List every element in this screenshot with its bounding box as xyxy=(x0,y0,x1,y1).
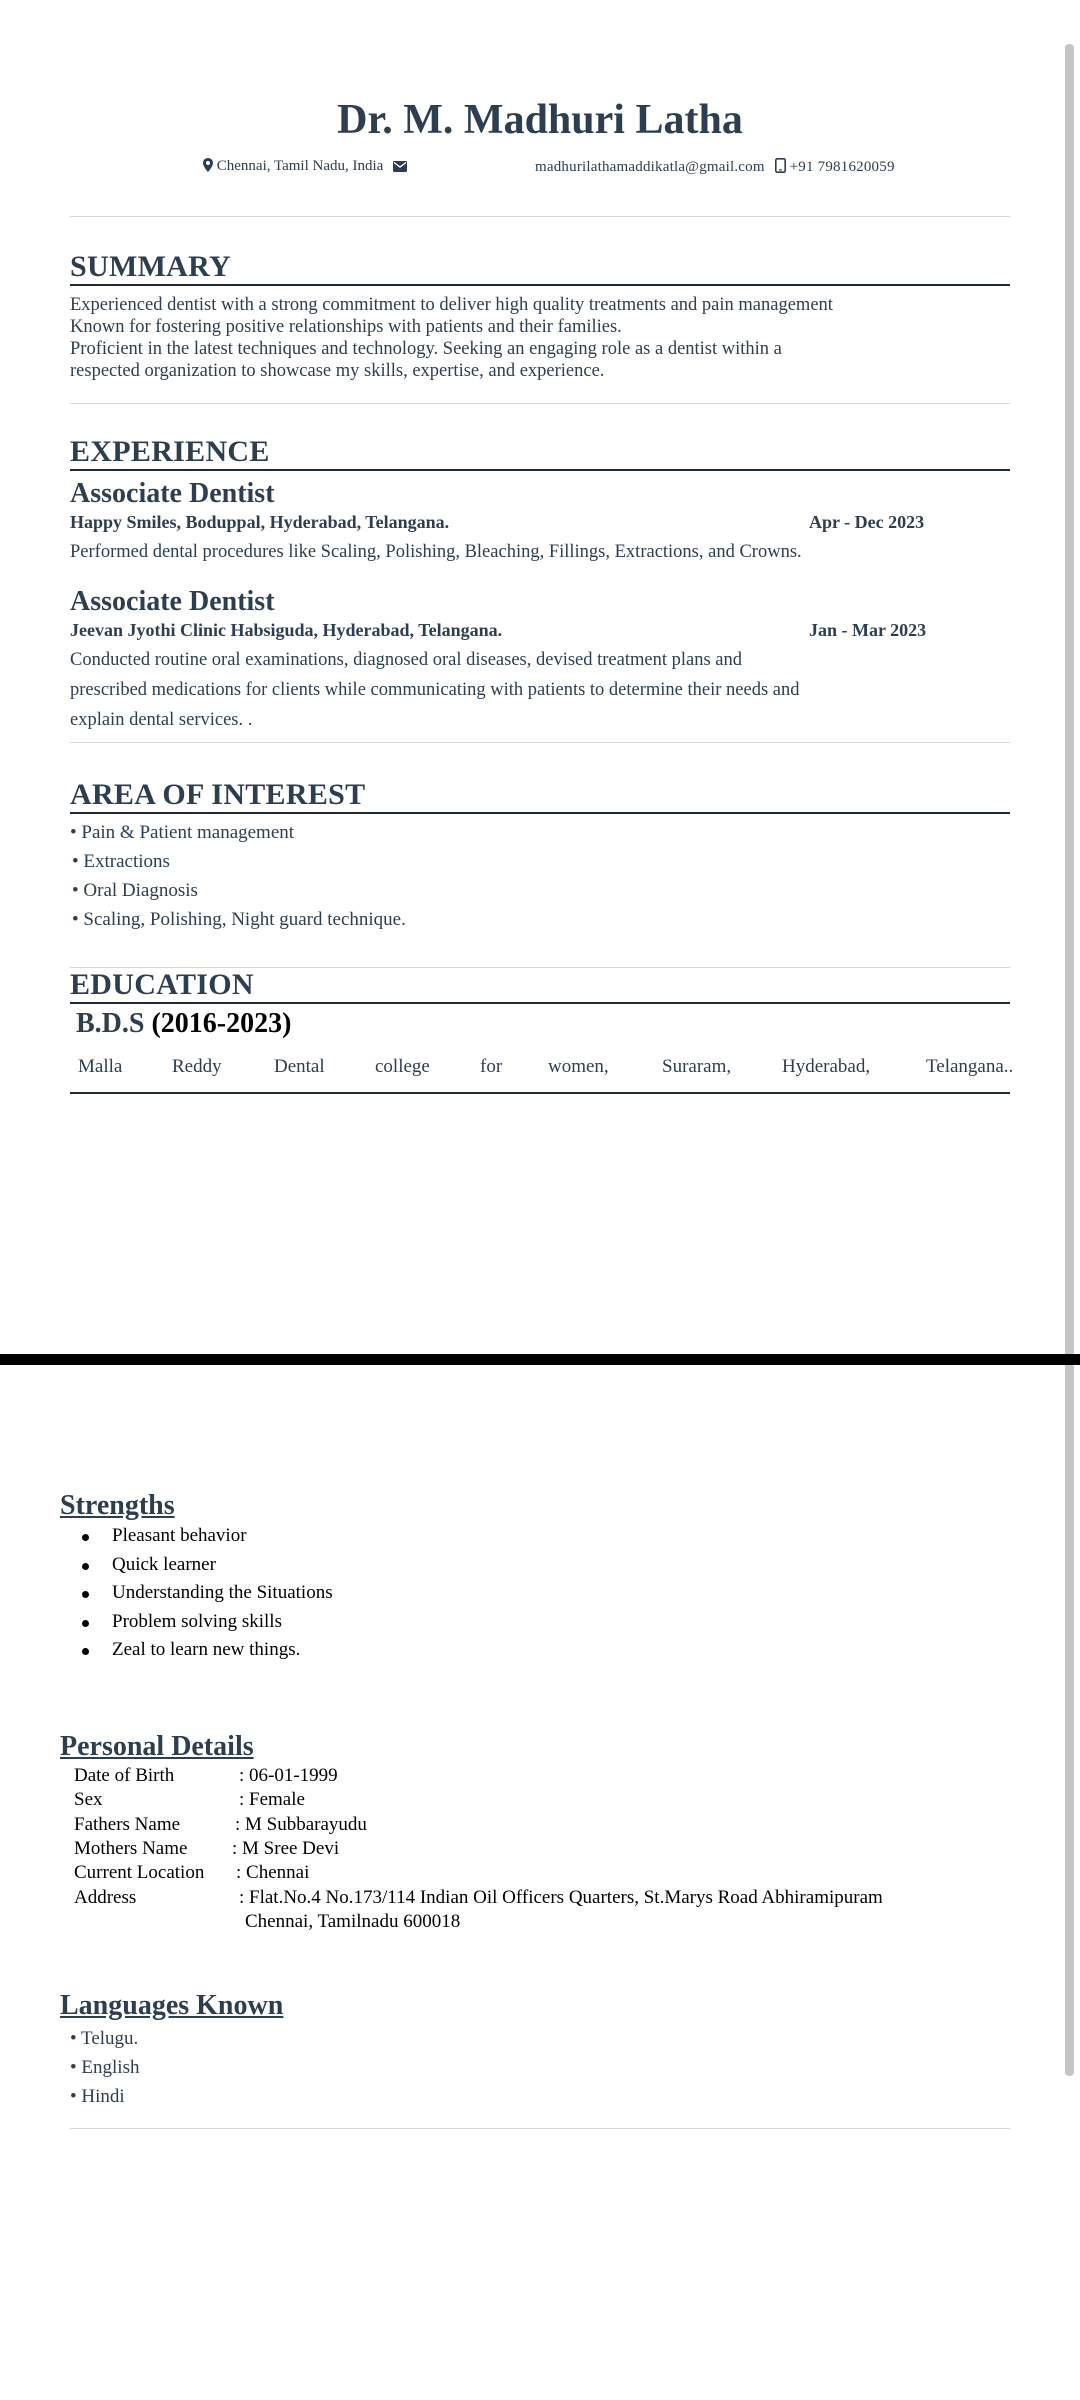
college-word: Reddy xyxy=(172,1056,222,1077)
personal-label: Mothers Name xyxy=(74,1838,188,1859)
summary-line: Experienced dentist with a strong commitment to deliver high quality treatments and pain management xyxy=(70,295,833,315)
address-line-2: Chennai, Tamilnadu 600018 xyxy=(245,1911,461,1932)
college-word: for xyxy=(480,1056,503,1077)
personal-value: : M Sree Devi xyxy=(232,1838,340,1859)
personal-label: Date of Birth xyxy=(74,1765,175,1786)
experience-heading: EXPERIENCE xyxy=(70,435,1010,471)
job-description-line: prescribed medications for clients while communicating with patients to determine their needs and xyxy=(70,680,800,700)
interest-item: • Pain & Patient management xyxy=(70,822,295,843)
personal-label: Sex xyxy=(74,1789,103,1810)
divider xyxy=(70,403,1010,404)
summary-line: Proficient in the latest techniques and technology. Seeking an engaging role as a dentist within a xyxy=(70,339,782,359)
college-word: Hyderabad, xyxy=(782,1056,871,1077)
languages-heading: Languages Known xyxy=(60,1990,284,2021)
personal-value: : Flat.No.4 No.173/114 Indian Oil Officers Quarters, St.Marys Road Abhiramipuram xyxy=(239,1887,883,1908)
email-link[interactable]: madhurilathamaddikatla@gmail.com xyxy=(535,159,765,175)
contact-email-phone xyxy=(535,158,895,176)
divider xyxy=(70,742,1010,743)
job-title: Associate Dentist xyxy=(70,478,275,509)
college-word: Dental xyxy=(274,1056,325,1077)
location-text: Chennai, Tamil Nadu, India xyxy=(216,158,384,174)
college-word: Telangana.. xyxy=(926,1056,1014,1077)
degree-years: (2016-2023) xyxy=(151,1008,292,1039)
job-title: Associate Dentist xyxy=(70,586,275,617)
personal-value: : 06-01-1999 xyxy=(239,1765,338,1786)
strengths-heading: Strengths xyxy=(60,1490,175,1521)
personal-label: Current Location xyxy=(74,1862,205,1883)
strength-item: Pleasant behavior xyxy=(80,1522,333,1551)
phone-icon xyxy=(775,158,786,173)
language-item: • Hindi xyxy=(70,2086,125,2107)
job-organization: Happy Smiles, Boduppal, Hyderabad, Telangana. xyxy=(70,512,450,532)
job-description-line: Performed dental procedures like Scaling, Polishing, Bleaching, Fillings, Extractions, and Crowns. xyxy=(70,542,802,562)
summary-line: Known for fostering positive relationships with patients and their families. xyxy=(70,317,622,337)
strengths-list xyxy=(80,1522,333,1665)
personal-value: : Female xyxy=(239,1789,305,1810)
interest-item: • Scaling, Polishing, Night guard technique. xyxy=(72,909,406,930)
scrollbar-thumb[interactable] xyxy=(1065,44,1074,2076)
summary-heading: SUMMARY xyxy=(70,250,1010,286)
job-date: Apr - Dec 2023 xyxy=(809,512,925,532)
summary-line: respected organization to showcase my skills, expertise, and experience. xyxy=(70,361,605,381)
personal-value: : Chennai xyxy=(236,1862,310,1883)
strength-item: Quick learner xyxy=(80,1551,333,1580)
personal-label: Fathers Name xyxy=(74,1814,181,1835)
phone-text[interactable]: +91 7981620059 xyxy=(789,159,895,175)
envelope-icon xyxy=(393,161,407,172)
job-description-line: explain dental services. . xyxy=(70,710,253,730)
personal-value: : M Subbarayudu xyxy=(235,1814,367,1835)
language-item: • Telugu. xyxy=(70,2028,139,2049)
strength-item: Problem solving skills xyxy=(80,1608,333,1637)
education-heading: EDUCATION xyxy=(70,968,1010,1004)
job-description xyxy=(70,645,974,735)
college-word: women, xyxy=(548,1056,609,1077)
interest-heading: AREA OF INTEREST xyxy=(70,778,1010,814)
personal-label: Address xyxy=(74,1887,137,1908)
college-word: Malla xyxy=(78,1056,123,1077)
strength-item: Zeal to learn new things. xyxy=(80,1636,333,1665)
divider xyxy=(70,2128,1010,2129)
degree xyxy=(76,1008,291,1040)
language-item: • English xyxy=(70,2057,140,2078)
interest-item: • Oral Diagnosis xyxy=(72,880,198,901)
summary-text xyxy=(70,294,1018,382)
map-pin-icon xyxy=(203,158,213,172)
job-description xyxy=(70,537,1030,567)
divider xyxy=(70,216,1010,217)
job-organization: Jeevan Jyothi Clinic Habsiguda, Hyderabad, Telangana. xyxy=(70,620,503,640)
college-name xyxy=(70,1054,1014,1094)
page-break xyxy=(0,1354,1080,1365)
contact-location xyxy=(203,158,407,175)
strength-item: Understanding the Situations xyxy=(80,1579,333,1608)
interest-item: • Extractions xyxy=(72,851,170,872)
degree-name: B.D.S xyxy=(76,1008,145,1039)
personal-details-heading: Personal Details xyxy=(60,1731,254,1762)
job-description-line: Conducted routine oral examinations, diagnosed oral diseases, devised treatment plans and xyxy=(70,650,742,670)
candidate-name: Dr. M. Madhuri Latha xyxy=(337,97,743,143)
job-date: Jan - Mar 2023 xyxy=(809,620,927,640)
college-word: Suraram, xyxy=(662,1056,732,1077)
college-word: college xyxy=(375,1056,430,1077)
